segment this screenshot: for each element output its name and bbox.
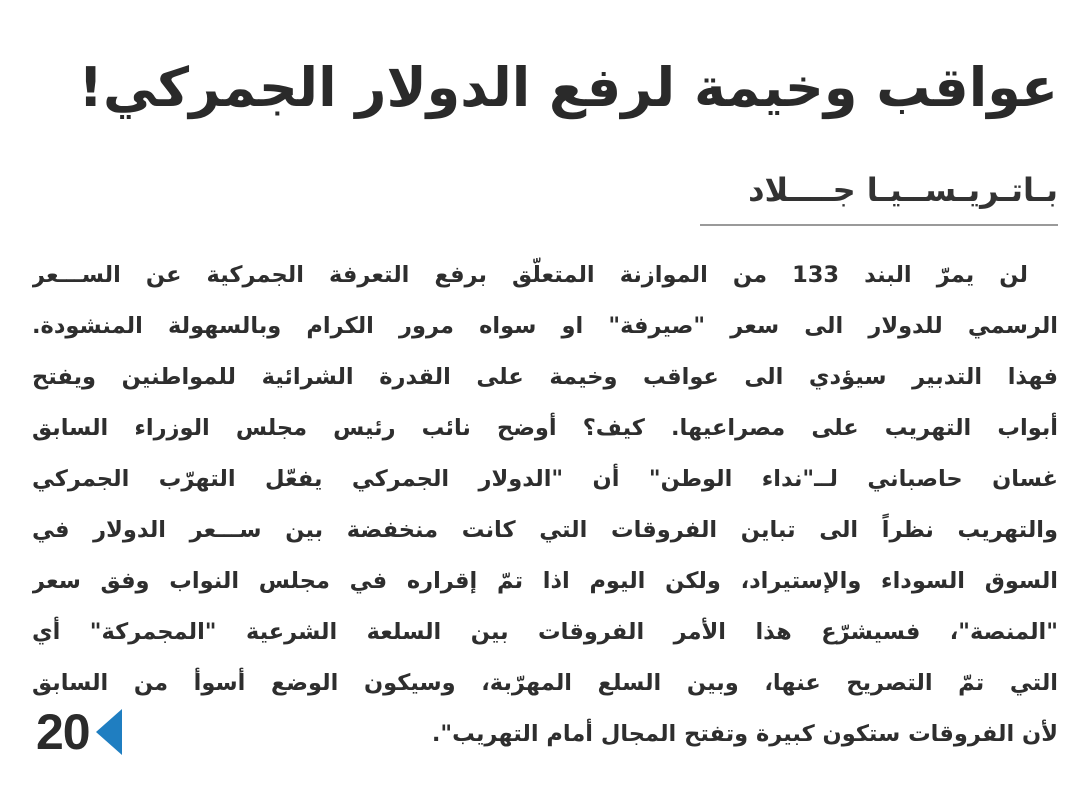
page-marker-icon [96, 709, 122, 755]
article-line: فهذا التدبير سيؤدي الى عواقب وخيمة على القدرة الشرائية للمواطنين ويفتح [32, 364, 1058, 390]
article-line: غسان حاصباني لــ"نداء الوطن" أن "الدولار الجمركي يفعّل التهرّب الجمركي [32, 466, 1058, 492]
article-line: لأن الفروقات ستكون كبيرة وتفتح المجال أمام التهريب". [431, 721, 1058, 747]
author-byline: بـاتـريـســيـا جــــلاد [748, 171, 1058, 209]
article-line: "المنصة"، فسيشرّع هذا الأمر الفروقات بين السلعة الشرعية "المجمركة" أي [32, 619, 1058, 645]
headline: عواقب وخيمة لرفع الدولار الجمركي! [78, 56, 1058, 119]
article-body [32, 250, 1058, 760]
page-number: 20 [36, 704, 90, 760]
article-line: أبواب التهريب على مصراعيها. كيف؟ أوضح نائب رئيس مجلس الوزراء السابق [32, 415, 1058, 441]
article-line: لن يمرّ البند 133 من الموازنة المتعلّق برفع التعرفة الجمركية عن الســـعر [32, 262, 1028, 288]
article-line: السوق السوداء والإستيراد، ولكن اليوم اذا تمّ إقراره في مجلس النواب وفق سعر [32, 568, 1058, 594]
byline-block [700, 160, 1058, 226]
article-line: الرسمي للدولار الى سعر "صيرفة" او سواه مرور الكرام وبالسهولة المنشودة. [32, 313, 1058, 339]
article-line: التي تمّ التصريح عنها، وبين السلع المهرّبة، وسيكون الوضع أسوأ من السابق [32, 670, 1058, 696]
page-footer [36, 702, 122, 762]
article-line: والتهريب نظراً الى تباين الفروقات التي كانت منخفضة بين ســـعر الدولار في [32, 517, 1058, 543]
